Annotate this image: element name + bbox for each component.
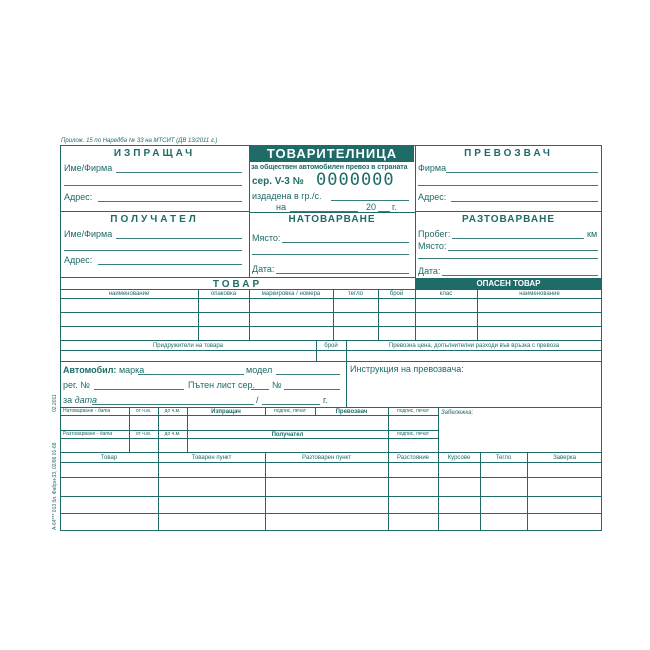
receiver-signature: подпис, печат (397, 431, 429, 437)
bottom-col-trips: Курсове (447, 455, 471, 461)
form-frame (60, 145, 602, 531)
bottom-col-weight: Тегло (495, 455, 512, 461)
receiver-name-field[interactable] (116, 238, 242, 239)
schedule-sender: Изпращач (211, 409, 241, 415)
carrier-instructions-label: Инструкция на превозвача: (350, 364, 464, 374)
side-print-date: 02.2011 (52, 394, 58, 412)
schedule-loading-label: Натоварване - (63, 408, 97, 414)
schedule-unloading-date: дата (99, 431, 113, 437)
carrier-address-label: Адрес: (418, 192, 447, 202)
goods-col-name: наименование (108, 291, 150, 297)
carrier-title: ПРЕВОЗВАЧ (464, 148, 553, 159)
unloading-from-hour: от ч.м. (135, 431, 152, 437)
loading-place-label: Място: (252, 233, 281, 243)
issued-year-field[interactable] (378, 211, 390, 212)
vehicle-model-label: модел (246, 365, 273, 375)
side-print-code: А-64*** 013 бл. Фабри-33, 02/86 01-68 (52, 442, 58, 530)
unloading-date-label: Дата: (418, 266, 441, 276)
series-label: сер. V-3 № (252, 176, 304, 187)
vehicle-year-suffix: г. (323, 395, 328, 405)
vehicle-label: Автомобил: (63, 365, 117, 375)
vehicle-date-label: дата (74, 395, 98, 405)
loading-from-hour: от ч.м. (135, 408, 152, 414)
sender-name-line2[interactable] (64, 185, 242, 186)
bottom-col-verification: Заверка (553, 455, 576, 461)
main-title: ТОВАРИТЕЛНИЦА (250, 146, 414, 162)
unloading-mileage-field[interactable] (452, 238, 584, 239)
price-label: Превозна цена, допълнителни разходи във връзка с превоза (388, 343, 560, 349)
vehicle-reg-field[interactable] (94, 389, 184, 390)
document-number: 0000000 (316, 170, 395, 190)
receiver-address-label: Адрес: (64, 255, 93, 265)
receiver-title: ПОЛУЧАТЕЛ (110, 214, 199, 225)
issued-label: издадена в гр./с. (252, 191, 322, 201)
accompanying-docs-label: Придружители на товара (152, 343, 223, 349)
unloading-date-field[interactable] (442, 275, 598, 276)
vehicle-model-field[interactable] (276, 374, 340, 375)
loading-title: НАТОВАРВАНЕ (288, 214, 376, 225)
regulation-note: Прилож. 15 по Наредба № 33 на МТСИТ (ДВ 13/2011 г.) (61, 138, 218, 144)
notes-label: Забележка: (441, 410, 474, 416)
loading-to-hour: до ч.м. (164, 408, 181, 414)
waybill-no-field[interactable] (284, 389, 340, 390)
vehicle-make-label: марка (118, 365, 145, 375)
loading-place-line2[interactable] (252, 254, 409, 255)
unloading-place-line2[interactable] (418, 258, 598, 259)
subtitle: за обществен автомобилен превоз в страната (251, 164, 408, 171)
unloading-title: РАЗТОВАРВАНЕ (462, 214, 555, 225)
bottom-col-distance: Разстояние (396, 455, 430, 461)
waybill-series-field[interactable] (251, 389, 269, 390)
schedule-carrier: Превозвач (335, 409, 368, 415)
waybill-no-label: № (272, 380, 282, 390)
goods-title: ТОВАР (212, 279, 263, 290)
receiver-name-line2[interactable] (64, 250, 242, 251)
sender-address-label: Адрес: (64, 192, 93, 202)
vehicle-make-field[interactable] (138, 374, 244, 375)
carrier-address-field[interactable] (451, 201, 598, 202)
docs-count-label: брой (324, 343, 338, 349)
carrier-firm-line2[interactable] (418, 185, 598, 186)
unloading-km-label: км (587, 229, 598, 239)
bottom-col-goods: Товар (100, 455, 118, 461)
carrier-signature: подпис, печат (397, 408, 429, 414)
goods-col-count: брой (389, 291, 404, 297)
goods-col-marking: маркировка / номера (261, 291, 321, 297)
vehicle-reg-label: рег. № (63, 380, 90, 390)
unloading-to-hour: до ч.м. (164, 431, 181, 437)
sender-name-field[interactable] (116, 172, 242, 173)
issued-year: 20 (366, 202, 377, 212)
goods-col-weight: тегло (348, 291, 363, 297)
unloading-mileage-label: Пробег: (418, 229, 451, 239)
waybill-label: Пътен лист сер. (188, 380, 256, 390)
goods-col-packaging: опаковка (210, 291, 237, 297)
carrier-firm-label: Фирма (418, 163, 447, 173)
loading-date-field[interactable] (276, 273, 409, 274)
receiver-address-field[interactable] (98, 264, 242, 265)
carrier-firm-field[interactable] (446, 172, 598, 173)
bottom-col-loading-point: Товарен пункт (191, 455, 232, 461)
schedule-loading-date: дата (97, 408, 111, 414)
vehicle-for-label: за (63, 395, 73, 405)
unloading-place-field[interactable] (448, 250, 598, 251)
loading-place-field[interactable] (282, 242, 409, 243)
schedule-unloading-label: Разтоварване - (63, 431, 99, 437)
sender-signature: подпис, печат (274, 408, 306, 414)
sender-title: ИЗПРАЩАЧ (113, 148, 196, 159)
vehicle-date-field[interactable] (92, 404, 254, 405)
issued-place-field[interactable] (331, 200, 409, 201)
unloading-place-label: Място: (418, 241, 447, 251)
issued-date-field[interactable] (290, 211, 358, 212)
issued-on-label: на (276, 202, 286, 212)
schedule-receiver: Получател (271, 432, 304, 438)
loading-date-label: Дата: (252, 264, 275, 274)
sender-name-label: Име/Фирма (64, 163, 113, 173)
dangerous-col-name: наименование (519, 291, 560, 297)
dangerous-col-class: клас (439, 291, 453, 297)
bottom-col-unloading-point: Разтоварен пункт (302, 455, 351, 461)
receiver-name-label: Име/Фирма (64, 229, 113, 239)
vehicle-date-field-2[interactable] (262, 404, 320, 405)
sender-address-field[interactable] (98, 201, 242, 202)
issued-year-suffix: г. (392, 202, 397, 212)
dangerous-goods-title: ОПАСЕН ТОВАР (415, 278, 602, 289)
